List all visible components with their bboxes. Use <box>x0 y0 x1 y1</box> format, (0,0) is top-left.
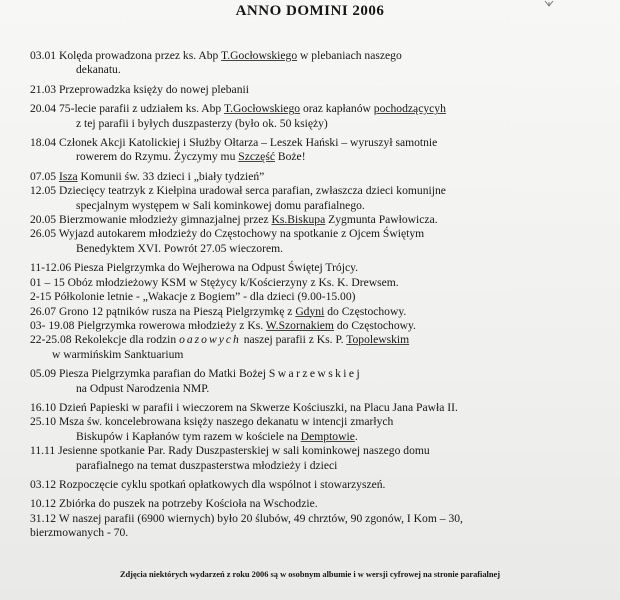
entry-1111-cont: parafialnego na temat duszpasterstwa młodzieży i dzieci <box>76 458 338 472</box>
entry-1804-cont: rowerem do Rzymu. Życzymy mu Szczęść Boże! <box>76 150 306 164</box>
entry-0301: 03.01 Kolęda prowadzona przez ks. Abp T.Gocłowskiego w plebaniach naszego <box>30 49 402 62</box>
entry-0308: 03- 19.08 Pielgrzymka rowerowa młodzieży z Ks. W.Szornakiem do Częstochowy. <box>30 318 416 332</box>
entry-0509: 05.09 Piesza Pielgrzymka parafian do Matki Bożej Swarzewskiej <box>30 367 363 381</box>
entry-2605: 26.05 Wyjazd autokarem młodzieży do Częstochowy na spotkanie z Ojcem Świętym <box>30 227 425 241</box>
entry-0301-cont: dekanatu. <box>76 63 121 77</box>
entry-1205: 12.05 Dziecięcy teatrzyk z Kiełpina uradował serca parafian, zwłaszcza dzieci komunijne <box>30 184 446 198</box>
entry-3112-cont: bierzmowanych - 70. <box>30 526 129 540</box>
page-title: ANNO DOMINI 2006 <box>235 3 385 19</box>
entry-1205-cont: specjalnym występem w Sali kominkowej domu parafialnego. <box>76 198 365 212</box>
entry-1111: 11.11 Jesienne spotkanie Par. Rady Duszpasterskiej w sali kominkowej naszego domu <box>30 444 430 458</box>
entry-2005: 20.05 Bierzmowanie młodzieży gimnazjalnej przez Ks.Biskupa Zygmunta Pawłowicza. <box>30 213 438 227</box>
entry-2510-cont: Biskupów i Kapłanów tym razem w kościele na Demptowie. <box>76 429 358 443</box>
entry-3112: 31.12 W naszej parafii (6900 wiernych) było 20 ślubów, 49 chrztów, 90 zgonów, I Kom – 30, <box>30 511 463 525</box>
entry-2103: 21.03 Przeprowadzka księży do nowej plebanii <box>30 82 249 96</box>
pen-mark-icon <box>544 0 554 8</box>
entry-0509-cont: na Odpust Narodzenia NMP. <box>76 381 210 395</box>
entry-2208-cont: w warmińskim Sanktuarium <box>52 347 184 361</box>
entry-1012: 10.12 Zbiórka do puszek na potrzeby Kościoła na Wschodzie. <box>30 497 318 511</box>
entry-2510: 25.10 Msza św. koncelebrowana księży naszego dekanatu w intencji zmarłych <box>30 415 394 429</box>
entry-0312: 03.12 Rozpoczęcie cyklu spotkań opłatkowych dla wspólnot i stowarzyszeń. <box>30 477 386 491</box>
entry-2607: 26.07 Grono 12 pątników rusza na Pieszą Pielgrzymkę z Gdyni do Częstochowy. <box>30 304 407 318</box>
entry-1804: 18.04 Członek Akcji Katolickiej i Służby Ołtarza – Leszek Hański – wyruszył samotnie <box>30 136 438 150</box>
entry-2004: 20.04 75-lecie parafii z udziałem ks. Abp T.Gocłowskiego oraz kapłanów pochodzącycyh <box>30 102 446 116</box>
entry-polkolonie: 2-15 Półkolonie letnie - „Wakacje z Bogiem” - dla dzieci (9.00-15.00) <box>30 290 356 304</box>
entry-2605-cont: Benedyktem XVI. Powrót 27.05 wieczorem. <box>76 241 284 255</box>
chronicle-list <box>30 49 610 541</box>
entry-obóz: 01 – 15 Obóz młodzieżowy KSM w Stężycy k/Kościerzyny z Ks. K. Drewsem. <box>30 275 399 289</box>
entry-2208: 22-25.08 Rekolekcje dla rodzin oazowych naszej parafii z Ks. P. Topolewskim <box>30 333 410 347</box>
footer-note: Zdjęcia niektórych wydarzeń z roku 2006 są w osobnym albumie i w wersji cyfrowej na stronie parafialnej <box>119 570 501 579</box>
entry-2004-cont: z tej parafii i byłych duszpasterzy (było ok. 50 księży) <box>76 116 328 130</box>
entry-1106: 11-12.06 Piesza Pielgrzymka do Wejherowa na Odpust Świętej Trójcy. <box>30 261 359 275</box>
entry-0705: 07.05 Isza Komunii św. 33 dzieci i „biały tydzień” <box>30 169 265 183</box>
entry-1610: 16.10 Dzień Papieski w parafii i wieczorem na Skwerze Kościuszki, na Placu Jana Pawła II. <box>30 400 458 414</box>
